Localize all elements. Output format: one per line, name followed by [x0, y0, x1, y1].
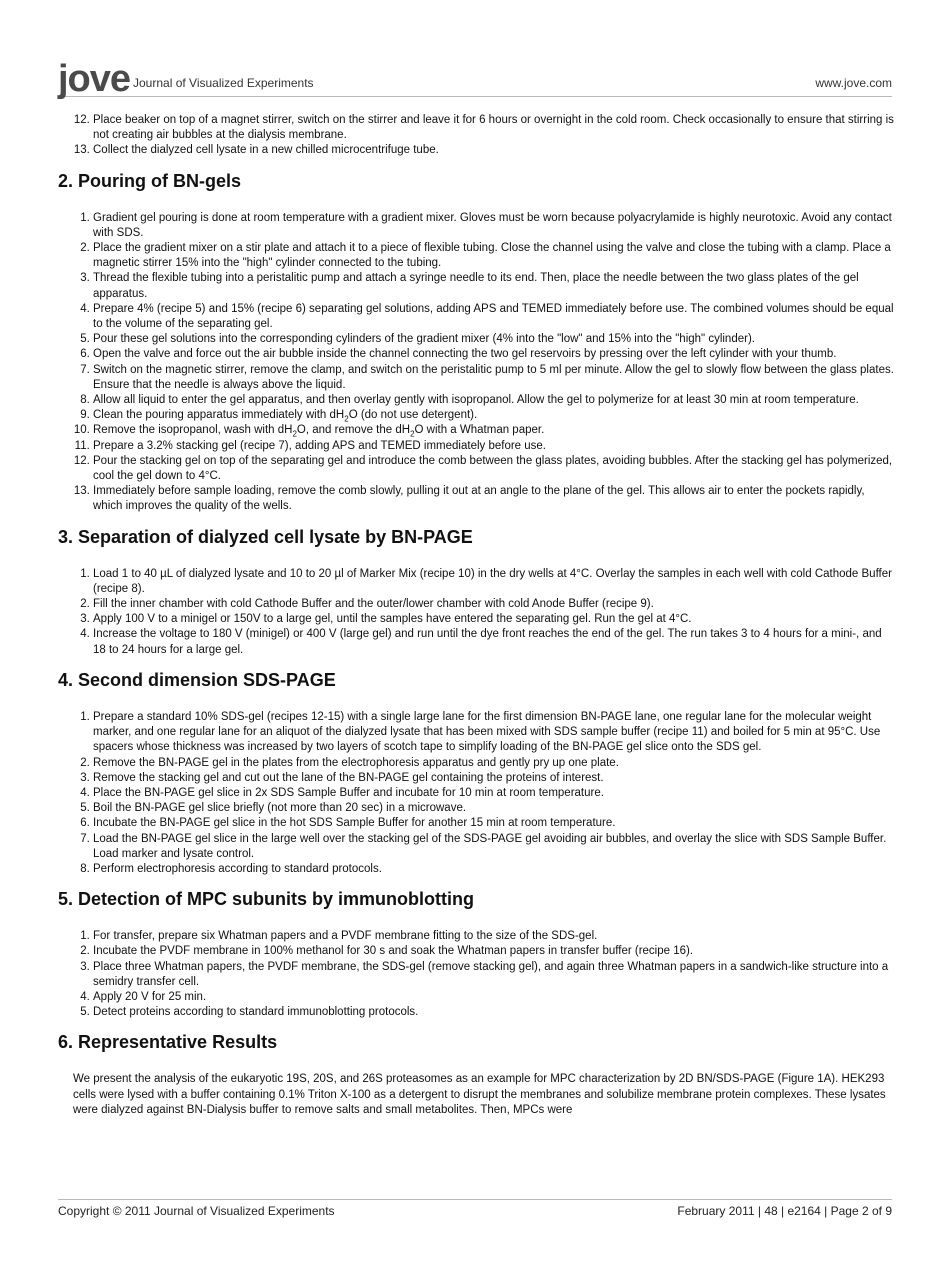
- list-item: 12. Pour the stacking gel on top of the separating gel and introduce the comb between the glass plates, avoiding bubbles. After the stacking gel has polymerized, cool the gel down to 4°C.: [93, 454, 894, 484]
- page-footer: [58, 1199, 892, 1218]
- list-item: 13. Collect the dialyzed cell lysate in a new chilled microcentrifuge tube.: [93, 143, 894, 158]
- list-item: 7. Load the BN-PAGE gel slice in the large well over the stacking gel of the SDS-PAGE gel avoiding air bubbles, and overlay the slice with SDS Sample Buffer. Load marker and lysate control.: [93, 832, 894, 862]
- list-item: 4. Apply 20 V for 25 min.: [93, 990, 894, 1005]
- list-item: 2. Place the gradient mixer on a stir plate and attach it to a piece of flexible tubing. Close the channel using the valve and close the tubing with a clamp. Place a magnetic stirrer 15% into the "high" cylinder connected to the tubing.: [93, 241, 894, 271]
- list-item: 8. Allow all liquid to enter the gel apparatus, and then overlay gently with isopropanol. Allow the gel to polymerize for at least 30 min at room temperature.: [93, 393, 894, 408]
- jove-logo[interactable]: [58, 58, 131, 100]
- list-item: 2. Fill the inner chamber with cold Cathode Buffer and the outer/lower chamber with cold Anode Buffer (recipe 9).: [93, 597, 894, 612]
- section2-list: [58, 211, 894, 515]
- list-item: 8. Perform electrophoresis according to standard protocols.: [93, 862, 894, 877]
- list-item: 12. Place beaker on top of a magnet stirrer, switch on the stirrer and leave it for 6 hours or overnight in the cold room. Check occasionally to ensure that stirring is not creating air bubbles at the dialysis membrane.: [93, 113, 894, 143]
- list-item: 4. Prepare 4% (recipe 5) and 15% (recipe 6) separating gel solutions, adding APS and TEMED immediately before use. The combined volumes should be equal to the volume of the separating gel.: [93, 302, 894, 332]
- list-item: 13. Immediately before sample loading, remove the comb slowly, pulling it out at an angle to the plane of the gel. This allows air to enter the pockets rapidly, which improves the quality of the wells.: [93, 484, 894, 514]
- list-item: 1. For transfer, prepare six Whatman papers and a PVDF membrane fitting to the size of the SDS-gel.: [93, 929, 894, 944]
- page-header: [58, 58, 892, 100]
- list-item: 1. Load 1 to 40 µL of dialyzed lysate and 10 to 20 µl of Marker Mix (recipe 10) in the dry wells at 4°C. Overlay the samples in each well with cold Cathode Buffer (recipe 8).: [93, 567, 894, 597]
- list-item: 4. Place the BN-PAGE gel slice in 2x SDS Sample Buffer and incubate for 10 min at room temperature.: [93, 786, 894, 801]
- list-item: 6. Incubate the BN-PAGE gel slice in the hot SDS Sample Buffer for another 15 min at room temperature.: [93, 816, 894, 831]
- list-item: 3. Place three Whatman papers, the PVDF membrane, the SDS-gel (remove stacking gel), and again three Whatman papers in a sandwich-like structure into a semidry transfer cell.: [93, 960, 894, 990]
- list-item: 3. Remove the stacking gel and cut out the lane of the BN-PAGE gel containing the proteins of interest.: [93, 771, 894, 786]
- results-paragraph: We present the analysis of the eukaryotic 19S, 20S, and 26S proteasomes as an example for MPC characterization by 2D BN/SDS-PAGE (Figure 1A). HEK293 cells were lysed with a buffer containing 0.1% Triton X-100 as a detergent to disrupt the membranes and solubilize membrane protein complexes. These lysates were dialyzed against BN-Dialysis buffer to remove salts and small metabolites. Then, MPCs were: [73, 1073, 886, 1116]
- logo-text: jove: [58, 58, 131, 100]
- list-item: 1. Gradient gel pouring is done at room temperature with a gradient mixer. Gloves must be worn because polyacrylamide is highly neurotoxic. Avoid any contact with SDS.: [93, 211, 894, 241]
- list-item: 5. Pour these gel solutions into the corresponding cylinders of the gradient mixer (4% into the "low" and 15% into the "high" cylinder).: [93, 332, 894, 347]
- list-item: 1. Prepare a standard 10% SDS-gel (recipes 12-15) with a single large lane for the first dimension BN-PAGE lane, one regular lane for the molecular weight marker, and one regular lane for an aliquot of the dialyzed lysate that has been mixed with SDS sample buffer (recipe 11) and boiled for 5 min at 95°C. Use spacers whose thickness was increased by two layers of scotch tape to simplify loading of the BN-PAGE gel slice onto the SDS gel.: [93, 710, 894, 756]
- list-item: 10. Remove the isopropanol, wash with $dH_2O$, and remove the $dH_2O$ with a Whatman paper.: [93, 423, 894, 438]
- page-info: February 2011 | 48 | e2164 | Page 2 of 9: [677, 1204, 892, 1218]
- list-item: 6. Open the valve and force out the air bubble inside the channel connecting the two gel reservoirs by pressing over the left cylinder with your thumb.: [93, 347, 894, 362]
- list-item: 2. Incubate the PVDF membrane in 100% methanol for 30 s and soak the Whatman papers in transfer buffer (recipe 16).: [93, 944, 894, 959]
- section-heading: 2. Pouring of BN-gels: [58, 170, 242, 191]
- section-heading: 5. Detection of MPC subunits by immunoblotting: [58, 889, 474, 910]
- section-heading: 6. Representative Results: [58, 1032, 278, 1053]
- section-heading: 4. Second dimension SDS-PAGE: [58, 669, 336, 690]
- list-item: 9. Clean the pouring apparatus immediately with $dH_2O$ (do not use detergent).: [93, 408, 894, 423]
- journal-name: Journal of Visualized Experiments: [133, 76, 314, 90]
- section-heading: 3. Separation of dialyzed cell lysate by BN-PAGE: [58, 526, 473, 547]
- section3-list: [58, 567, 894, 658]
- copyright: Copyright © 2011 Journal of Visualized Experiments: [58, 1204, 335, 1218]
- list-item: 11. Prepare a 3.2% stacking gel (recipe 7), adding APS and TEMED immediately before use.: [93, 439, 894, 454]
- section5-list: [58, 929, 894, 1020]
- list-item: 2. Remove the BN-PAGE gel in the plates from the electrophoresis apparatus and gently pry up one plate.: [93, 756, 894, 771]
- section4-list: [58, 710, 894, 877]
- list-item: 5. Boil the BN-PAGE gel slice briefly (not more than 20 sec) in a microwave.: [93, 801, 894, 816]
- document-body: [58, 113, 894, 1118]
- list-item: 7. Switch on the magnetic stirrer, remove the clamp, and switch on the peristalitic pump to 5 ml per minute. Allow the gel to slowly flow between the glass plates. Ensure that the needle is always above the liquid.: [93, 363, 894, 393]
- list-item: 4. Increase the voltage to 180 V (minigel) or 400 V (large gel) and run until the dye front reaches the end of the gel. The run takes 3 to 4 hours for a mini-, and 18 to 24 hours for a large gel.: [93, 627, 894, 657]
- list-item: 5. Detect proteins according to standard immunoblotting protocols.: [93, 1005, 894, 1020]
- list-item: 3. Thread the flexible tubing into a peristalitic pump and attach a syringe needle to its end. Then, place the needle between the two glass plates of the gel apparatus.: [93, 271, 894, 301]
- list-item: 3. Apply 100 V to a minigel or 150V to a large gel, until the samples have entered the separating gel. Run the gel at 4°C.: [93, 612, 894, 627]
- section1-tail-list: [58, 113, 894, 159]
- site-url[interactable]: www.jove.com: [815, 76, 892, 90]
